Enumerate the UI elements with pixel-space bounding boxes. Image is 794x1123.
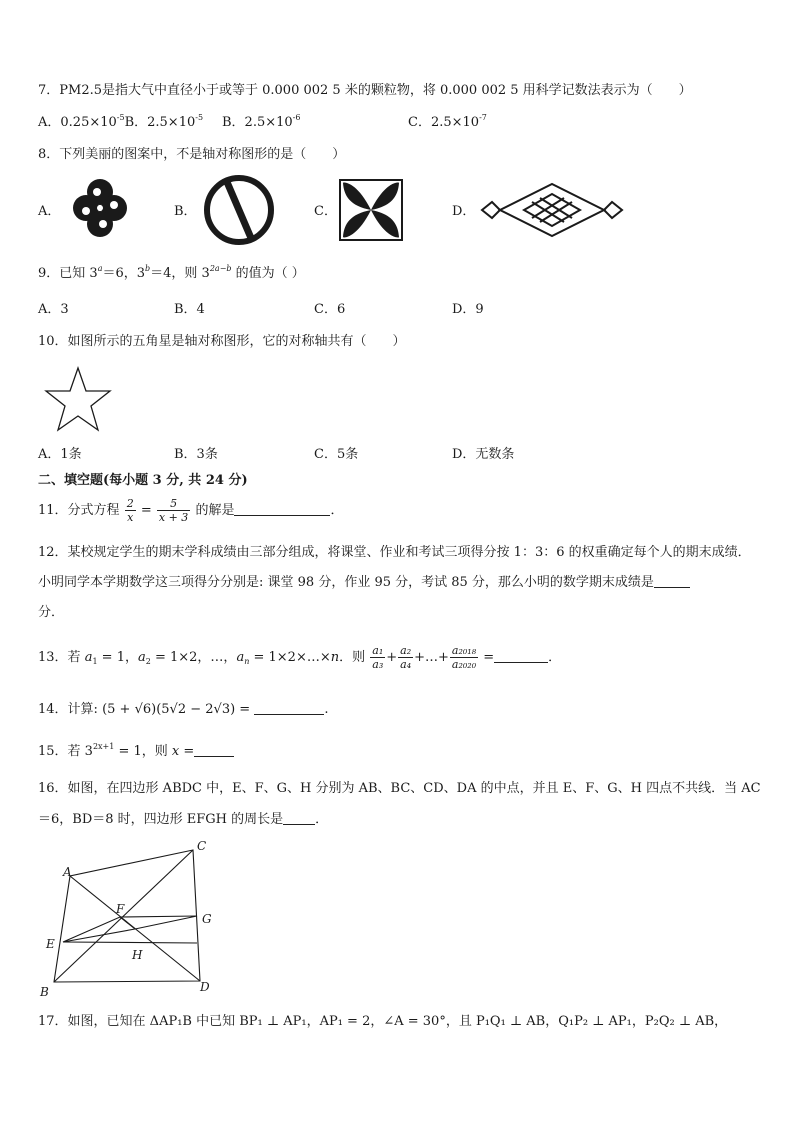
q13-fraction-2: $\frac{\text{a₂}}{\text{a₄}}$ — [400, 644, 412, 671]
q17-stem: 17．如图，已知在 ΔAP₁B 中已知 BP₁ ⊥ AP₁，AP₁ = 2，∠A = 30°，且 P₁Q₁ ⊥ AB，Q₁P₂ ⊥ AP₁，P₂Q₂ ⊥ AB， — [38, 1014, 728, 1029]
q8-option-b-label: B． — [174, 204, 197, 219]
q14-answer-blank — [254, 700, 324, 715]
q16-answer-blank — [283, 810, 315, 825]
q13-stem: 13．若 $a_1 = 1$，$a_2 = 1\times 2$，…，$a_n$ = 1×2×…×n．则 $\frac{\text{a₁}}{\text{a₃}}$ + $\frac{\text{a₂}}{\text{a₄}}$ +…+ $\frac{\text{a₂₀₁₈}}{\text{a₂₀₂₀}}$ = ． — [38, 644, 562, 671]
four-leaf-square-pattern-icon — [338, 178, 404, 242]
q10-option-d: D．无数条 — [452, 447, 515, 462]
label-a: A — [63, 865, 72, 879]
q7-stem: 7．PM2.5是指大气中直径小于或等于 0.000 002 5 米的颗粒物，将 0.000 002 5 用科学记数法表示为（ ） — [38, 83, 692, 98]
q10-stem: 10．如图所示的五角星是轴对称图形，它的对称轴共有（ ） — [38, 334, 406, 349]
section-2-heading: 二、填空题(每小题 3 分, 共 24 分) — [38, 473, 248, 488]
q10-option-c: C．5条 — [314, 447, 359, 462]
q11-stem: 11．分式方程 $\frac{2}{x}$ = $\frac{5}{x + 3}$ 的解是 ． — [38, 497, 344, 524]
q14-stem: 14．计算: (5 + √6)(5√2 − 2√3) = . — [38, 702, 329, 717]
circle-slash-pattern-icon — [200, 175, 278, 245]
q9-option-d: D．9 — [452, 302, 484, 317]
q8-option-d-label: D． — [452, 204, 476, 219]
q9-option-c: C．6 — [314, 302, 346, 317]
quadrilateral-efgh — [63, 916, 197, 942]
q16-line-2: ＝6，BD＝8 时，四边形 EFGH 的周长是 ． — [38, 812, 329, 827]
label-g: G — [202, 912, 212, 926]
q13-fraction-1: $\frac{\text{a₁}}{\text{a₃}}$ — [372, 644, 384, 671]
label-e: E — [46, 937, 55, 951]
q15-answer-blank — [194, 742, 234, 757]
label-c: C — [197, 839, 207, 853]
quadrilateral-abdc-figure — [36, 836, 226, 1000]
q7-option-c: C．$2.5\times 10^{-7}$ — [408, 113, 487, 130]
label-d: D — [200, 980, 210, 994]
label-h: H — [132, 948, 143, 962]
q7-option-a: A．$0.25\times 10^{-5}B$．$2.5\times 10^{-5}$ — [38, 113, 204, 130]
q11-fraction-2: $\frac{5}{x + 3}$ — [158, 497, 189, 524]
q12-stem: 12．某校规定学生的期末学科成绩由三部分组成，将课堂、作业和考试三项得分按 1：3：6 的权重确定每个人的期末成绩．小明同学本学期数学这三项得分分别是: 课堂 98 分，作业 95 分，考试 85 分，那么小明的数学期末成绩是 分． — [38, 545, 751, 620]
q12-answer-blank — [654, 573, 690, 588]
q8-option-c-label: C． — [314, 204, 337, 219]
q11-fraction-1: $\frac{2}{x}$ — [126, 497, 134, 524]
q13-fraction-3: $\frac{\text{a₂₀₁₈}}{\text{a₂₀₂₀}}$ — [451, 644, 477, 671]
q9-stem: 9．已知 $3^a=6$，$3^b=4$，则 $3^{2a-b}$ 的值为（ ） — [38, 264, 305, 281]
q10-option-a: A．1条 — [38, 447, 82, 462]
q10-option-b: B．3条 — [174, 447, 218, 462]
q9-option-b: B．4 — [174, 302, 205, 317]
q15-stem: 15．若 $3^{2x+1} = 1$，则 x = — [38, 742, 234, 761]
q13-answer-blank — [494, 648, 548, 663]
q8-option-a-label: A． — [38, 204, 61, 219]
quatrefoil-pattern-icon — [64, 178, 136, 238]
q8-stem: 8．下列美丽的图案中，不是轴对称图形的是（ ） — [38, 147, 346, 162]
five-point-star-icon — [44, 366, 112, 432]
q9-option-a: A．3 — [38, 302, 69, 317]
q16-line-1: 16．如图，在四边形 ABDC 中，E、F、G、H 分别为 AB、BC、CD、DA 的中点，并且 E、F、G、H 四点不共线．当 AC — [38, 781, 761, 796]
q7-option-b: B．$2.5\times 10^{-6}$ — [222, 113, 301, 130]
q11-answer-blank — [234, 501, 330, 516]
label-f: F — [116, 902, 125, 916]
endless-knot-pattern-icon — [480, 182, 624, 238]
label-b: B — [40, 985, 49, 999]
